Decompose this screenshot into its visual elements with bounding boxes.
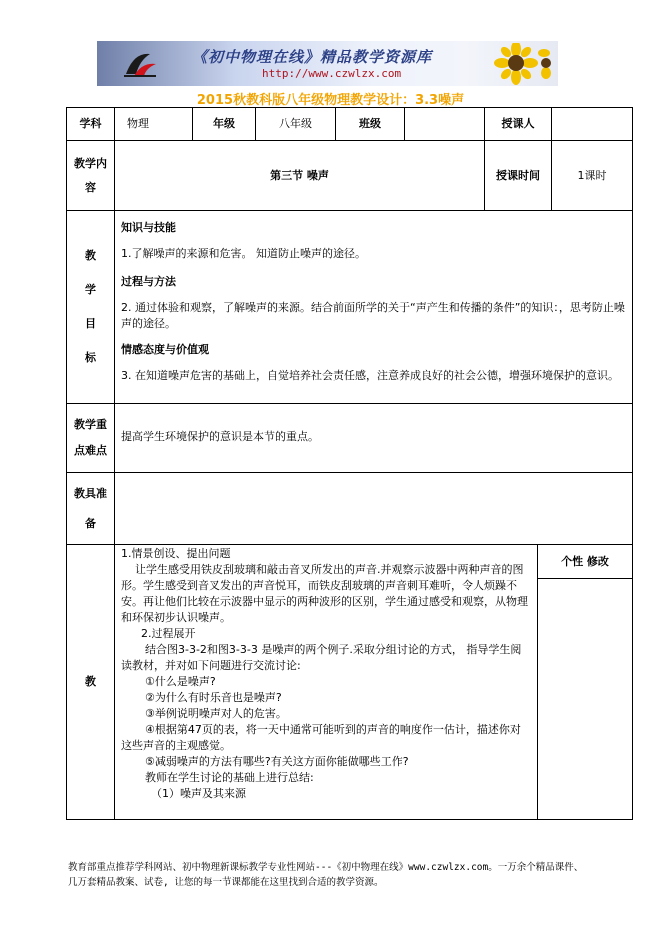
process-line: 让学生感受用铁皮刮玻璃和敲击音叉所发出的声音.并观察示波器中两种声音的图形。学生感受到音叉发出的声音悦耳，而铁皮刮玻璃的声音刺耳难听，令人烦躁不安。再让他们比较在示波器中显示的两种波形的区别，学生通过感受和观察，从物理和环保初步认识噪声。 <box>121 563 528 624</box>
process-line: ③举例说明噪声对人的危害。 <box>145 707 287 720</box>
time-value: 1课时 <box>577 168 607 182</box>
objectives-content <box>121 220 627 384</box>
objectives-label-char: 学 <box>85 283 96 296</box>
footer-line2: 几万套精品教案、试卷, 让您的每一节课都能在这里找到合适的教学资源。 <box>68 877 384 888</box>
objective-knowledge-text: 1.了解噪声的来源和危害。 知道防止噪声的途径。 <box>121 247 366 260</box>
equipment-label-line2: 备 <box>85 516 96 530</box>
objective-heading-attitude: 情感态度与价值观 <box>121 343 209 356</box>
sunflower-icon <box>494 43 552 85</box>
objectives-label-char: 目 <box>85 317 96 330</box>
keypoints-label <box>67 404 114 472</box>
objectives-label-char: 标 <box>85 351 96 364</box>
process-line: 1.情景创设、提出问题 <box>121 547 231 560</box>
keypoints-label-line2: 点难点 <box>74 444 107 457</box>
page-footer <box>68 860 628 890</box>
content-label-line2: 容 <box>85 180 96 194</box>
process-content <box>121 546 531 802</box>
side-note-header: 个性 修改 <box>561 554 609 568</box>
subject-label: 学科 <box>79 117 102 130</box>
objective-attitude-text: 3. 在知道噪声危害的基础上，自觉培养社会责任感，注意养成良好的社会公德，增强环境保护的意识。 <box>121 369 619 382</box>
grade-value: 八年级 <box>279 117 312 130</box>
subject-value: 物理 <box>127 117 149 130</box>
footer-line1: 教育部重点推荐学科网站、初中物理新课标教学专业性网站---《初中物理在线》www.czwlzx.com。一万余个精品课件、 <box>68 862 584 873</box>
document-title: 2015秋教科版八年级物理教学设计：3.3噪声 <box>196 93 465 108</box>
process-line: ④根据第47页的表，将一天中通常可能听到的声音的响度作一估计，描述你对这些声音的主观感觉。 <box>121 723 521 752</box>
content-label-line1: 教学内 <box>74 156 107 170</box>
lesson-plan-table <box>66 107 633 820</box>
equipment-label <box>67 473 114 544</box>
content-value: 第三节 噪声 <box>270 168 329 182</box>
site-logo-icon <box>120 48 160 80</box>
banner-url[interactable]: http://www.czwlzx.com <box>262 67 402 80</box>
time-label: 授课时间 <box>496 168 540 182</box>
process-line: 2.过程展开 <box>141 627 196 640</box>
process-label: 教 <box>85 675 96 688</box>
process-line: ①什么是噪声? <box>145 675 216 688</box>
process-line: ⑤减弱噪声的方法有哪些?有关这方面你能做哪些工作? <box>145 755 409 768</box>
process-line: 结合图3-3-2和图3-3-3 是噪声的两个例子.采取分组讨论的方式， 指导学生阅读教材，并对如下问题进行交流讨论: <box>121 643 522 672</box>
content-label <box>67 141 114 210</box>
objectives-label-char: 教 <box>85 249 96 262</box>
equipment-label-line1: 教具准 <box>74 486 107 500</box>
banner-brand: 《初中物理在线》精品教学资源库 <box>192 48 433 66</box>
class-label: 班级 <box>359 117 381 130</box>
site-banner <box>97 41 558 86</box>
objectives-label <box>67 211 114 403</box>
objective-process-text: 2. 通过体验和观察，了解噪声的来源。结合前面所学的关于“声产生和传播的条件”的知识：，思考防止噪声的途径。 <box>121 301 625 330</box>
process-line: （1）噪声及其来源 <box>151 787 246 800</box>
process-line: 教师在学生讨论的基础上进行总结: <box>145 771 314 784</box>
keypoints-label-line1: 教学重 <box>74 418 107 431</box>
process-line: ②为什么有时乐音也是噪声? <box>145 691 282 704</box>
teacher-label: 授课人 <box>501 117 535 130</box>
objective-heading-knowledge: 知识与技能 <box>121 221 176 234</box>
keypoints-value: 提高学生环境保护的意识是本节的重点。 <box>121 430 319 443</box>
grade-label: 年级 <box>213 117 235 130</box>
objective-heading-process: 过程与方法 <box>121 275 176 288</box>
